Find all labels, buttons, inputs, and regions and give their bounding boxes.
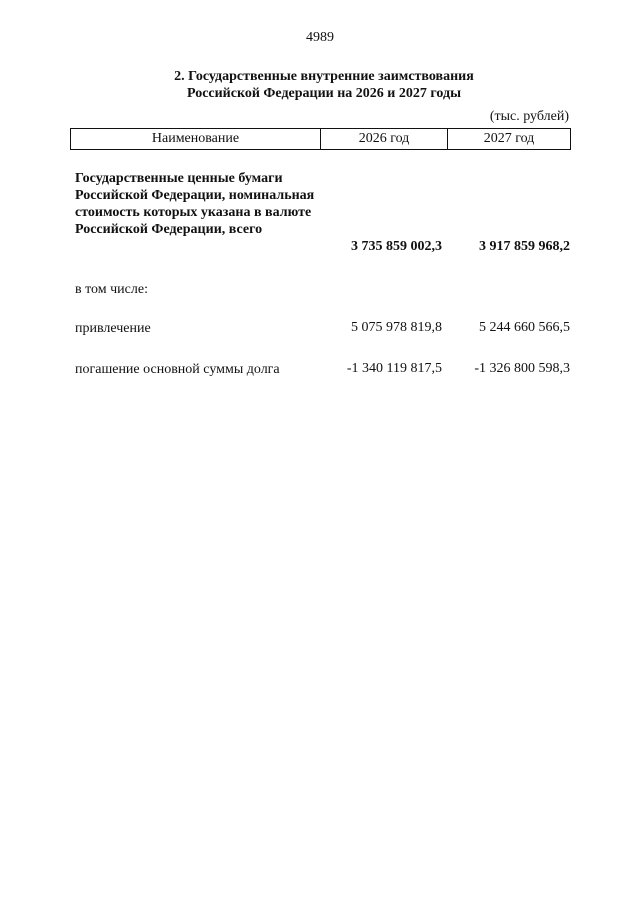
row-value-2026: 5 075 978 819,8 xyxy=(351,320,442,335)
row-value-2027: 5 244 660 566,5 xyxy=(479,320,570,335)
table-row-repayment xyxy=(75,361,570,381)
row-name: в том числе: xyxy=(75,282,148,297)
header-name: Наименование xyxy=(71,129,321,149)
row-value-2027: -1 326 800 598,3 xyxy=(474,361,570,376)
page-number: 4989 xyxy=(306,30,334,45)
title-line-2: Российской Федерации на 2026 и 2027 годы xyxy=(186,86,461,101)
table-row-total xyxy=(75,170,570,260)
row-name: погашение основной суммы долга xyxy=(75,362,280,377)
table-header xyxy=(70,128,571,150)
row-value-2026: 3 735 859 002,3 xyxy=(351,239,442,254)
table-row-including xyxy=(75,281,570,301)
header-2027: 2027 год xyxy=(483,131,535,146)
row-name: Государственные ценные бумаги Российской Федерации, номинальная стоимость которых указана в валюте Российской Федерации, всего xyxy=(75,171,315,237)
title-line-1: 2. Государственные внутренние заимствования xyxy=(174,69,474,84)
header-2026: 2026 год xyxy=(321,129,448,149)
section-title xyxy=(75,68,573,102)
row-name: привлечение xyxy=(75,321,151,336)
row-value-2026: -1 340 119 817,5 xyxy=(346,361,442,376)
units-label: (тыс. рублей) xyxy=(489,109,569,124)
row-value-2027: 3 917 859 968,2 xyxy=(479,239,570,254)
table-row-borrowing xyxy=(75,320,570,340)
